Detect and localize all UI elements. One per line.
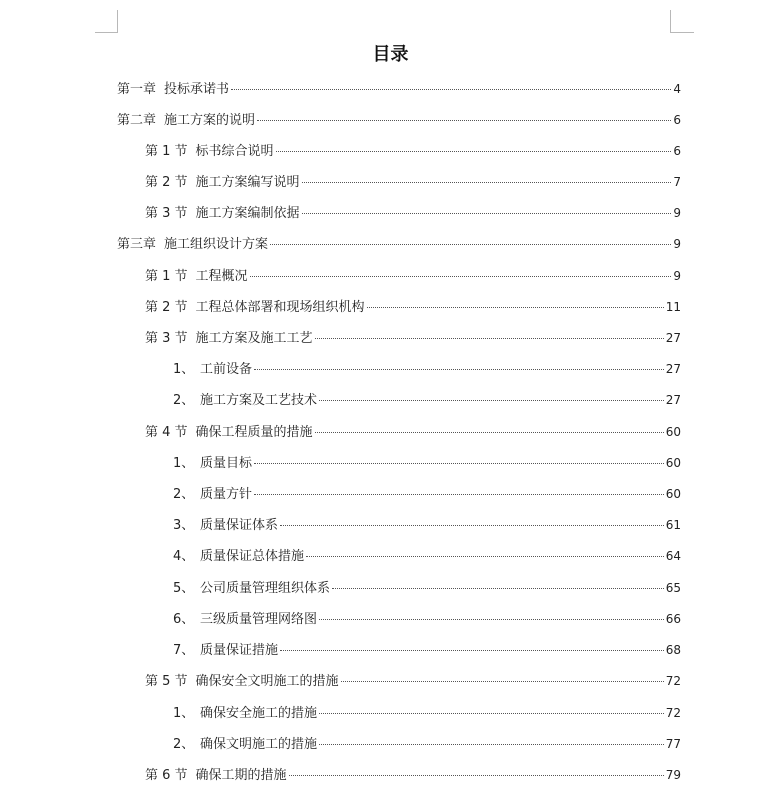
toc-entry-number: 第 2 节 <box>145 175 188 190</box>
toc-entry-page: 60 <box>665 425 681 439</box>
toc-dot-leader <box>254 493 664 495</box>
toc-entry-number: 6、 <box>173 612 195 627</box>
toc-entry[interactable] <box>145 764 681 786</box>
toc-entry-number: 3、 <box>173 518 195 533</box>
toc-entry-number: 2、 <box>173 737 195 752</box>
toc-entry-page: 9 <box>673 206 681 220</box>
toc-entry[interactable] <box>173 639 681 661</box>
toc-entry-number: 1、 <box>173 456 195 471</box>
page-title: 目录 <box>372 44 409 65</box>
toc-entry-number: 1、 <box>173 706 195 721</box>
toc-dot-leader <box>319 618 664 620</box>
toc-entry-title: 确保工期的措施 <box>195 768 287 783</box>
toc-entry[interactable] <box>173 608 681 630</box>
toc-entry-number: 第 1 节 <box>145 144 188 159</box>
toc-entry-title: 确保工程质量的措施 <box>195 425 313 440</box>
toc-entry-page: 64 <box>665 549 681 563</box>
toc-dot-leader <box>319 399 664 401</box>
toc-entry[interactable] <box>173 577 681 599</box>
toc-entry-number: 第 5 节 <box>145 674 188 689</box>
toc-entry-page: 65 <box>665 581 681 595</box>
toc-entry-number: 第 3 节 <box>145 206 188 221</box>
toc-dot-leader <box>315 337 664 339</box>
toc-entry-page: 27 <box>665 393 681 407</box>
toc-entry[interactable] <box>117 109 681 131</box>
toc-entry-title: 质量保证总体措施 <box>200 549 305 564</box>
toc-entry-title: 确保文明施工的措施 <box>200 737 318 752</box>
toc-entry-title: 投标承诺书 <box>164 82 230 97</box>
toc-dot-leader <box>257 119 671 121</box>
toc-entry[interactable] <box>117 78 681 100</box>
toc-entry-title: 标书综合说明 <box>195 144 274 159</box>
toc-entry-number: 7、 <box>173 643 195 658</box>
toc-entry[interactable] <box>145 327 681 349</box>
toc-dot-leader <box>306 555 664 557</box>
toc-entry[interactable] <box>173 545 681 567</box>
toc-entry-title: 施工方案及工艺技术 <box>200 393 318 408</box>
crop-mark-top-left-vertical <box>117 10 118 32</box>
toc-entry[interactable] <box>145 265 681 287</box>
toc-entry-number: 2、 <box>173 393 195 408</box>
toc-entry-title: 施工方案编制依据 <box>195 206 300 221</box>
toc-entry-page: 68 <box>665 643 681 657</box>
toc-entry-number: 2、 <box>173 487 195 502</box>
toc-entry-page: 79 <box>665 768 681 782</box>
toc-entry-number: 第 4 节 <box>145 425 188 440</box>
toc-dot-leader <box>332 587 664 589</box>
toc-entry[interactable] <box>145 296 681 318</box>
toc-entry-page: 9 <box>673 269 681 283</box>
toc-entry-page: 7 <box>673 175 681 189</box>
toc-entry-page: 9 <box>673 237 681 251</box>
toc-dot-leader <box>341 680 664 682</box>
toc-entry-page: 72 <box>665 674 681 688</box>
toc-entry-number: 第二章 <box>117 113 157 128</box>
toc-entry[interactable] <box>145 421 681 443</box>
toc-entry-title: 质量保证措施 <box>200 643 279 658</box>
toc-entry-number: 第一章 <box>117 82 157 97</box>
toc-entry-page: 72 <box>665 706 681 720</box>
toc-entry-title: 工程总体部署和现场组织机构 <box>195 300 365 315</box>
toc-dot-leader <box>254 462 664 464</box>
toc-entry-page: 60 <box>665 487 681 501</box>
toc-dot-leader <box>315 431 664 433</box>
toc-dot-leader <box>319 712 664 714</box>
crop-mark-top-left-horizontal <box>95 32 118 33</box>
toc-dot-leader <box>276 150 672 152</box>
toc-entry-page: 27 <box>665 362 681 376</box>
toc-entry-number: 5、 <box>173 581 195 596</box>
toc-entry-number: 4、 <box>173 549 195 564</box>
toc-entry-page: 60 <box>665 456 681 470</box>
toc-entry[interactable] <box>173 514 681 536</box>
toc-entry-title: 三级质量管理网络图 <box>200 612 318 627</box>
toc-entry-number: 第 2 节 <box>145 300 188 315</box>
toc-entry-page: 4 <box>673 82 681 96</box>
toc-entry-number: 第 3 节 <box>145 331 188 346</box>
toc-dot-leader <box>302 181 672 183</box>
toc-entry-title: 质量目标 <box>200 456 253 471</box>
toc-entry-number: 第 1 节 <box>145 269 188 284</box>
crop-mark-top-right-horizontal <box>670 32 694 33</box>
toc-dot-leader <box>280 524 664 526</box>
toc-entry-title: 公司质量管理组织体系 <box>200 581 331 596</box>
toc-entry[interactable] <box>145 202 681 224</box>
toc-entry-title: 施工方案的说明 <box>164 113 256 128</box>
toc-entry-page: 6 <box>673 113 681 127</box>
toc-entry-page: 27 <box>665 331 681 345</box>
toc-entry-title: 施工方案编写说明 <box>195 175 300 190</box>
toc-entry-title: 确保安全文明施工的措施 <box>195 674 339 689</box>
crop-mark-top-right-vertical <box>670 10 671 32</box>
toc-entry-page: 6 <box>673 144 681 158</box>
toc-entry-page: 66 <box>665 612 681 626</box>
toc-dot-leader <box>280 649 664 651</box>
toc-dot-leader <box>270 243 671 245</box>
toc-entry[interactable] <box>173 702 681 724</box>
toc-entry-number: 第三章 <box>117 237 157 252</box>
toc-dot-leader <box>231 88 671 90</box>
toc-entry-title: 质量保证体系 <box>200 518 279 533</box>
toc-entry-title: 质量方针 <box>200 487 253 502</box>
toc-entry-page: 77 <box>665 737 681 751</box>
toc-entry-title: 施工方案及施工工艺 <box>195 331 313 346</box>
toc-entry[interactable] <box>173 452 681 474</box>
toc-entry[interactable] <box>117 233 681 255</box>
toc-entry-number: 1、 <box>173 362 195 377</box>
toc-entry-page: 11 <box>665 300 681 314</box>
toc-dot-leader <box>289 774 664 776</box>
toc-dot-leader <box>319 743 664 745</box>
toc-dot-leader <box>367 306 664 308</box>
toc-entry-title: 确保安全施工的措施 <box>200 706 318 721</box>
toc-entry-title: 工前设备 <box>200 362 253 377</box>
toc-entry-title: 施工组织设计方案 <box>164 237 269 252</box>
toc-entry[interactable] <box>145 171 681 193</box>
toc-entry[interactable] <box>173 358 681 380</box>
toc-entry[interactable] <box>173 389 681 411</box>
toc-entry[interactable] <box>145 140 681 162</box>
toc-entry[interactable] <box>145 670 681 692</box>
toc-dot-leader <box>302 212 672 214</box>
toc-entry-title: 工程概况 <box>195 269 248 284</box>
toc-dot-leader <box>254 368 664 370</box>
toc-entry[interactable] <box>173 483 681 505</box>
toc-entry[interactable] <box>173 733 681 755</box>
toc-dot-leader <box>250 275 672 277</box>
toc-entry-number: 第 6 节 <box>145 768 188 783</box>
toc-entry-page: 61 <box>665 518 681 532</box>
